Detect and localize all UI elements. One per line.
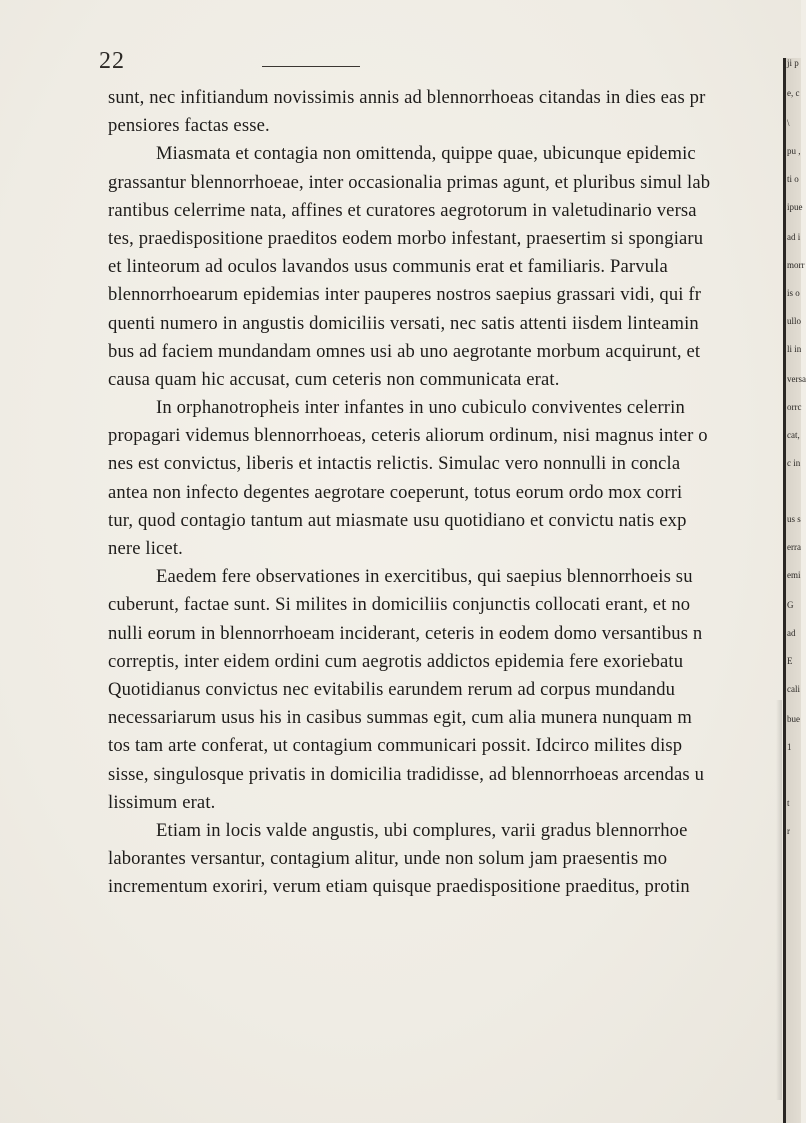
edge-fragment: e, c — [787, 88, 800, 98]
header-rule — [262, 66, 360, 67]
edge-fragment: r — [787, 826, 790, 836]
edge-fragment: emi — [787, 570, 801, 580]
paragraph-start-line: Etiam in locis valde angustis, ubi complures, varii gradus blennorrhoe — [156, 819, 688, 841]
edge-fragment: ipue — [787, 202, 803, 212]
text-line: rantibus celerrime nata, affines et curatores aegrotorum in valetudinario versa — [108, 199, 697, 221]
text-line: causa quam hic accusat, cum ceteris non communicata erat. — [108, 368, 560, 390]
text-line: propagari videmus blennorrhoeas, ceteris aliorum ordinum, nisi magnus inter o — [108, 425, 708, 447]
edge-fragment: E — [787, 656, 793, 666]
text-line: et linteorum ad oculos lavandos usus communis erat et familiaris. Parvula — [108, 256, 668, 278]
edge-fragment: cat, — [787, 430, 800, 440]
paragraph-start-line: In orphanotropheis inter infantes in uno cubiculo conviventes celerrin — [156, 397, 685, 419]
text-line: nere licet. — [108, 538, 183, 559]
body-text — [108, 84, 783, 901]
edge-fragment: orrc — [787, 402, 802, 412]
page-number: 22 — [99, 48, 125, 74]
text-line: sunt, nec infitiandum novissimis annis ad blennorrhoeas citandas in dies eas pr — [108, 87, 706, 108]
edge-fragment: ad — [787, 628, 796, 638]
text-line: necessariarum usus his in casibus summas egit, cum alia munera nunquam m — [108, 707, 692, 729]
edge-fragment: cali — [787, 684, 800, 694]
edge-fragment: versa — [787, 374, 806, 384]
text-line: nulli eorum in blennorrhoeam inciderant, ceteris in eodem domo versantibus n — [108, 622, 703, 644]
edge-fragment: morr — [787, 260, 805, 270]
edge-fragment: c in — [787, 458, 801, 468]
edge-fragment: G — [787, 600, 794, 610]
edge-fragment: is o — [787, 288, 800, 298]
text-line: tes, praedispositione praeditos eodem morbo infestant, praesertim si spongiaru — [108, 227, 704, 249]
text-line: cuberunt, factae sunt. Si milites in domiciliis conjunctis collocati erant, et no — [108, 594, 691, 616]
edge-fragment: pu , — [787, 146, 801, 156]
edge-fragment: ad i — [787, 232, 801, 242]
edge-fragment: bue — [787, 714, 800, 724]
edge-fragment: li in — [787, 344, 802, 354]
text-line: laborantes versantur, contagium alitur, unde non solum jam praesentis mo — [108, 848, 668, 870]
edge-fragment: ji p — [787, 58, 799, 68]
edge-fragment: t — [787, 798, 790, 808]
text-line: tos tam arte conferat, ut contagium communicari possit. Idcirco milites disp — [108, 735, 683, 757]
text-line: correptis, inter eidem ordini cum aegrotis addictos epidemia fere exoriebatu — [108, 650, 684, 672]
text-line: Quotidianus convictus nec evitabilis earundem rerum ad corpus mundandu — [108, 678, 676, 700]
text-line: pensiores factas esse. — [108, 115, 270, 137]
edge-fragment: us s — [787, 514, 801, 524]
text-line: antea non infecto degentes aegrotare coeperunt, totus eorum ordo mox corri — [108, 481, 683, 503]
text-line: tur, quod contagio tantum aut miasmate usu quotidiano et convictu natis exp — [108, 509, 687, 531]
facing-page-edge — [783, 58, 806, 1123]
edge-fragment: ti o — [787, 174, 799, 184]
text-line: lissimum erat. — [108, 791, 216, 813]
paragraph-start-line: Eaedem fere observationes in exercitibus, qui saepius blennorrhoeis su — [156, 566, 693, 588]
text-line: bus ad faciem mundandam omnes usi ab uno aegrotante morbum acquirunt, et — [108, 340, 701, 362]
edge-fragment: 1 — [787, 742, 792, 752]
text-line: sisse, singulosque privatis in domicilia tradidisse, ad blennorrhoeas arcendas u — [108, 763, 705, 785]
text-line: nes est convictus, liberis et intactis relictis. Simulac vero nonnulli in concla — [108, 453, 681, 475]
edge-fragment: erra — [787, 542, 801, 552]
text-line: incrementum exoriri, verum etiam quisque praedispositione praeditus, protin — [108, 876, 690, 898]
paragraph-start-line: Miasmata et contagia non omittenda, quippe quae, ubicunque epidemic — [156, 143, 696, 165]
edge-fragment: ullo — [787, 316, 802, 326]
gutter-shadow — [776, 700, 782, 1100]
text-line: blennorrhoearum epidemias inter pauperes nostros saepius grassari vidi, qui fr — [108, 284, 702, 306]
text-line: grassantur blennorrhoeae, inter occasionalia primas agunt, et pluribus simul lab — [108, 171, 711, 193]
text-line: quenti numero in angustis domiciliis versati, nec satis attenti iisdem linteamin — [108, 312, 699, 334]
edge-fragment: \ — [787, 118, 790, 128]
